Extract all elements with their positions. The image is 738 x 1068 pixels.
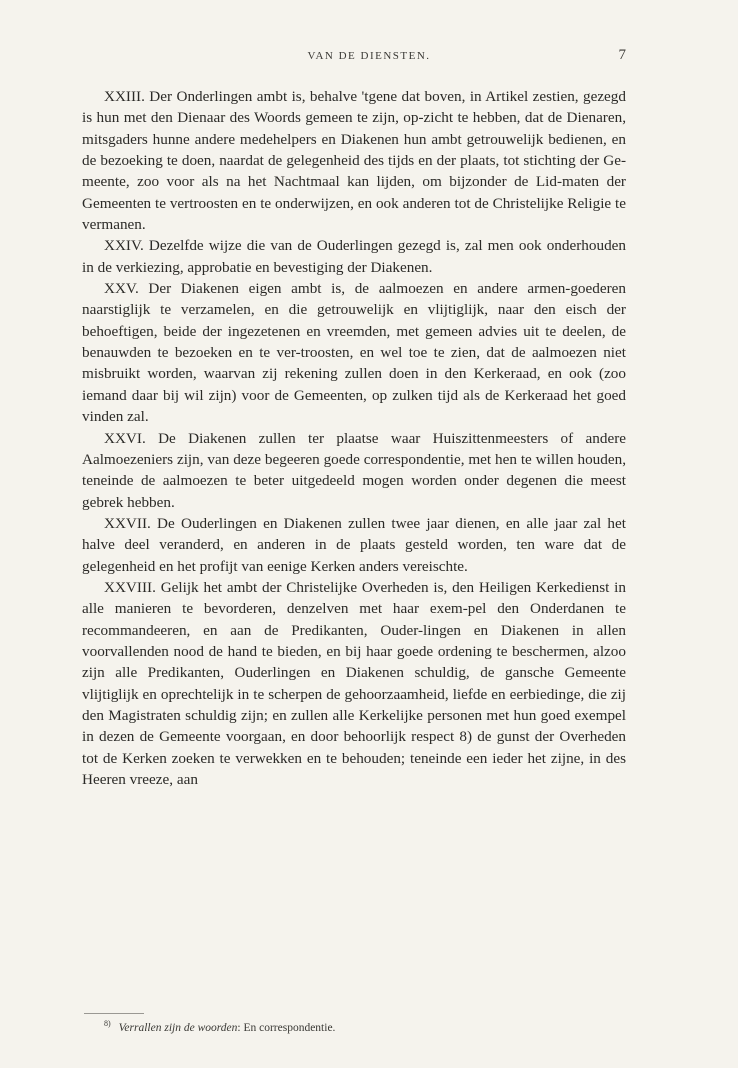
footnote-rule: [84, 1013, 144, 1014]
article-xxiv: XXIV. Dezelfde wijze die van de Ouderlingen gezegd is, zal men ook onderhouden in de verkiezing, approbatie en bevestiging der Diakenen.: [82, 237, 626, 276]
page-number: 7: [618, 47, 626, 63]
article-xxviii: XXVIII. Gelijk het ambt der Christelijke Overheden is, den Heiligen Kerkedienst in alle manieren te bevorderen, denzelven met haar exem-pel den Onderdanen te recommandeeren, en aan de Predikanten, Ouder-lingen en Diakenen in allen voorvallenden nood de hand te bieden, en bij haar goede ordening te beschermen, alzoo zijn alle Predikanten, Ouderlingen en Diakenen schuldig, de gansche Gemeente vlijtiglijk en oprechtelijk in te scherpen de gehoorzaamheid, liefde en eerbiedinge, die zij den Magistraten schuldig zijn; en zullen alle Kerkelijke personen met hun goed exempel in dezen de Gemeente voorgaan, en door behoorlijk respect 8) de gunst der Overheden tot de Kerken zoeken te verwekken en te behouden; teneinde een ieder het zijne, in des Heeren vreeze, aan: [82, 578, 626, 788]
running-head: [0, 47, 738, 70]
article-xxiii: XXIII. Der Onderlingen ambt is, behalve 'tgene dat boven, in Artikel zestien, gezegd is hun met den Dienaar des Woords gemeen te zijn, op-zicht te hebben, dat de Dienaren, mitsgaders hunne andere medehelpers en Diakenen hun ambt getrouwelijk bedienen, en de bezoeking te doen, naardat de gelegenheid des tijds en der plaats, tot stichting der Ge-meente, zoo voor als na het Nachtmaal kan lijden, om bijzonder de Lid-maten der Gemeenten te vertroosten en te onderwijzen, en ook anderen tot de Christelijke Religie te vermanen.: [82, 88, 626, 234]
body-text: [82, 86, 626, 790]
article-xxvi: XXVI. De Diakenen zullen ter plaatse waar Huiszittenmeesters of andere Aalmoezeniers zijn, van deze begeeren goede correspondentie, met hen te willen houden, teneinde de aalmoezen te beter uitgedeeld mogen worden onder degenen die meest gebrek hebben.: [82, 429, 626, 511]
footnote-text: : En correspondentie.: [237, 1021, 336, 1034]
footnote-marker: 8): [104, 1019, 111, 1028]
running-title: VAN DE DIENSTEN.: [307, 50, 431, 62]
article-xxvii: XXVII. De Ouderlingen en Diakenen zullen twee jaar dienen, en alle jaar zal het halve deel veranderd, en anderen in de plaats gesteld worden, ten ware dat de gelegenheid en het profijt van eenige Kerken anders vereischte.: [82, 514, 626, 575]
footnote: [104, 1019, 335, 1034]
footnote-italic-text: Verrallen zijn de woorden: [118, 1021, 238, 1034]
article-xxv: XXV. Der Diakenen eigen ambt is, de aalmoezen en andere armen-goederen naarstiglijk te verzamelen, en die getrouwelijk en vlijtiglijk, naar den eisch der behoeftigen, beide der ingezetenen en vreemden, met gemeen advies uit te deelen, de benauwden te bezoeken en te ver-troosten, en wel toe te zien, dat de aalmoezen niet misbruikt worden, waarvan zij rekening zullen doen in den Kerkeraad, en ook (zoo iemand daar bij wil zijn) voor de Gemeenten, op zulken tijd als de Kerkeraad het goed vinden zal.: [82, 280, 626, 426]
